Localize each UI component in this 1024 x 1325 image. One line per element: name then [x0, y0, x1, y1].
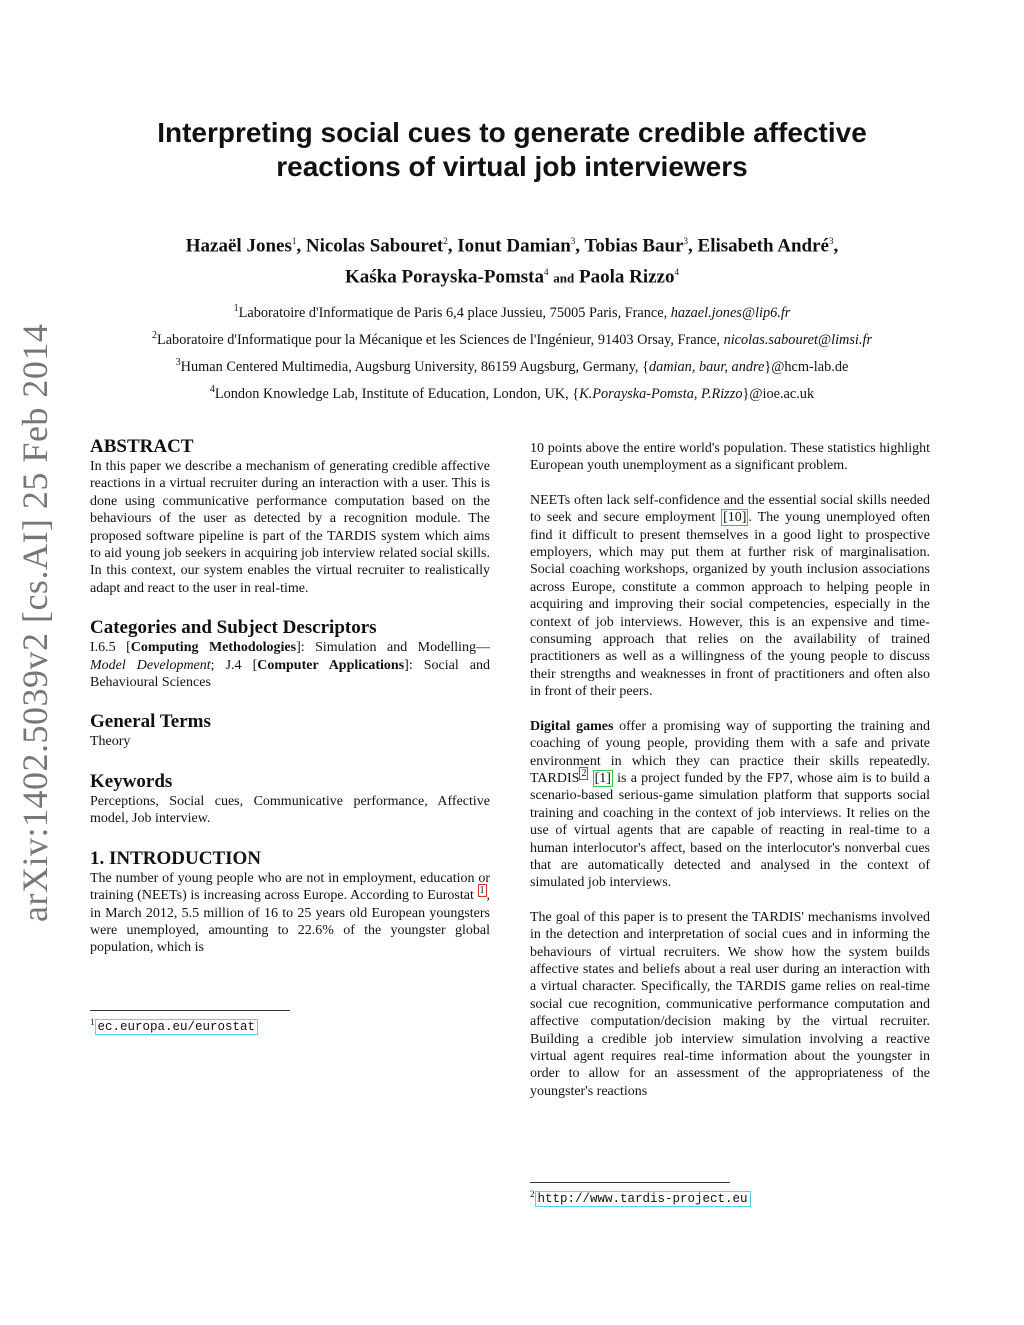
title-line-1: Interpreting social cues to generate credible affective [157, 117, 867, 148]
keywords-heading: Keywords [90, 770, 173, 792]
affiliation-text: Laboratoire d'Informatique pour la Mécanique et les Sciences de l'Ingénieur, 91403 Orsay, France, [156, 331, 724, 348]
author-name: Elisabeth André [697, 235, 829, 257]
affiliation-text: Human Centered Multimedia, Augsburg University, 86159 Augsburg, Germany, { [180, 358, 649, 375]
author-name: Tobias Baur [584, 235, 684, 257]
citation-link[interactable]: [10] [723, 510, 747, 526]
affiliation-1 [60, 300, 964, 322]
introduction-heading: 1. INTRODUCTION [90, 847, 262, 869]
affiliation-text: Laboratoire d'Informatique de Paris 6,4 place Jussieu, 75005 Paris, France, [238, 304, 671, 321]
affiliation-number: 1 [233, 303, 239, 314]
author-list: Hazaël Jones$^1$, Nicolas Sabouret$^2$, Ionut Damian$^3$, Tobias Baur$^3$, Elisabeth André$^3$, Kaśka Porayska-Pomsta$^4$ and Paola Rizzo$^4$ [185, 235, 839, 288]
abstract-heading: ABSTRACT [90, 436, 194, 457]
affiliation-number: 4 [209, 384, 215, 395]
author-affil-mark: 4 [544, 267, 549, 278]
paragraph: NEETs often lack self-confidence and the essential social skills needed to seek and secure employment [10] . The young unemployed often find it difficult to present themselves in a good light to prospective employers, which may put them at further risk of marginalisation. Social coaching workshops, organized by youth inclusion associations across Europe, constitute a common approach to helping people in acquiring and improving their social competencies, especially in the context of job interviews. However, this is an expensive and time-consuming approach that relies on the availability of trained practitioners as well as a willingness of the young people to discuss their strengths and weaknesses in front of practitioners and often also in front of their peers. [530, 492, 930, 700]
footnote-rule [90, 1010, 290, 1011]
author-affil-mark: 4 [674, 267, 679, 278]
footnote-link[interactable]: 2 [581, 768, 587, 780]
affiliation-2 [60, 327, 964, 349]
author-name: Kaśka Porayska-Pomsta [345, 266, 544, 288]
categories-text: I.6.5 [Computing Methodologies]: Simulation and Modelling—Model Development; J.4 [Computer Applications]: Social and Behavioural Sciences [90, 640, 491, 691]
arxiv-identifier: arXiv:1402.5039v2 [cs.AI] 25 Feb 2014 [15, 323, 55, 922]
footnote-number: 2 [530, 1189, 535, 1199]
author-name: Ionut Damian [457, 235, 571, 257]
author-name: Nicolas Sabouret [305, 235, 444, 257]
categories-heading: Categories and Subject Descriptors [90, 617, 377, 639]
affiliation-3 [60, 354, 964, 376]
author-and: and [553, 270, 575, 286]
introduction-text: The number of young people who are not in employment, education or training (NEETs) is increasing across Europe. According to Eurostat $^1$ , in March 2012, 5.5 million of 16 to 25 years old European youngsters were unemployed, amounting to 22.6% of the youngster global population, which is [90, 870, 490, 956]
footnote-url-link[interactable]: http://www.tardis-project.eu [535, 1191, 751, 1207]
affiliation-4 [60, 381, 964, 403]
affiliation-domain: }@ioe.ac.uk [742, 385, 815, 402]
author-affil-mark: 2 [443, 236, 448, 246]
left-column [90, 436, 490, 957]
paper-title [100, 116, 924, 184]
right-column [530, 440, 930, 1100]
general-terms-heading: General Terms [90, 711, 211, 733]
author-name: Hazaël Jones [185, 235, 292, 257]
paragraph: Digital games offer a promising way of supporting the training and coaching of young people, providing them with a safe and private environment in which they can practice their skills repeatedly. TARDIS $^2$ [1] is a project funded by the FP7, whose aim is to build a scenario-based serious-game simulation platform that supports social training and coaching in the context of job interviews. It relies on the use of virtual agents that are capable of reacting in real-time to a human interlocutor's affect, based on the interlocutor's nonverbal cues that are automatically detected and analysed in the context of simulated job interviews. [530, 718, 930, 891]
affiliation-text: London Knowledge Lab, Institute of Education, London, UK, { [214, 385, 580, 402]
footnote-url-link[interactable]: ec.europa.eu/eurostat [95, 1019, 259, 1035]
footnote-2 [530, 1186, 751, 1207]
author-affil-mark: 3 [828, 236, 834, 246]
abstract-text: In this paper we describe a mechanism of generating credible affective reactions in a virtual recruiter during an interaction with a user. This is done using communicative performance computation based on the behaviours of the user as detected by a recognition module. The proposed software pipeline is part of the TARDIS system which aims to aid young job seekers in acquiring job interview related social skills. In this context, our system enables the virtual recruiter to realistically adapt and react to the user in real-time. [90, 459, 490, 596]
paragraph: The goal of this paper is to present the TARDIS' mechanisms involved in the detection and interpretation of social cues and in informing the behaviours of virtual recruiters. We show how the system builds affective states and beliefs about a real user during an interaction with a virtual character. Specifically, the TARDIS game relies on real-time social cue recognition, communicative performance computation and affective computation/decision making by the virtual recruiter. Building a credible job interview simulation involving a reactive virtual agent requires real-time information about the youngster in order to allow for an assessment of the appropriateness of the youngster's reactions [530, 909, 930, 1099]
affiliation-email: nicolas.sabouret@limsi.fr [723, 331, 873, 348]
affiliation-number: 3 [175, 357, 181, 368]
footnote-1 [90, 1014, 258, 1035]
paragraph: 10 points above the entire world's population. These statistics highlight European youth unemployment as a significant problem. [530, 441, 930, 474]
author-affil-mark: 3 [683, 236, 689, 246]
keywords-text: Perceptions, Social cues, Communicative performance, Affective model, Job interview. [90, 793, 490, 827]
affiliation-number: 2 [151, 330, 157, 341]
affiliation-email: damian, baur, andre [648, 358, 765, 375]
footnote-link[interactable]: 1 [479, 885, 485, 897]
author-affil-mark: 3 [570, 236, 576, 246]
footnote-number: 1 [90, 1017, 95, 1027]
title-line-2: reactions of virtual job interviewers [276, 151, 748, 182]
general-terms-text: Theory [90, 734, 131, 750]
affiliation-domain: }@hcm-lab.de [764, 358, 849, 375]
affiliation-email: K.Porayska-Pomsta, P.Rizzo [579, 385, 743, 402]
author-affil-mark: 1 [291, 236, 297, 246]
footnote-rule [530, 1182, 730, 1183]
author-name: Paola Rizzo [578, 266, 675, 288]
citation-link[interactable]: [1] [594, 770, 611, 786]
affiliation-email: hazael.jones@lip6.fr [670, 304, 791, 321]
